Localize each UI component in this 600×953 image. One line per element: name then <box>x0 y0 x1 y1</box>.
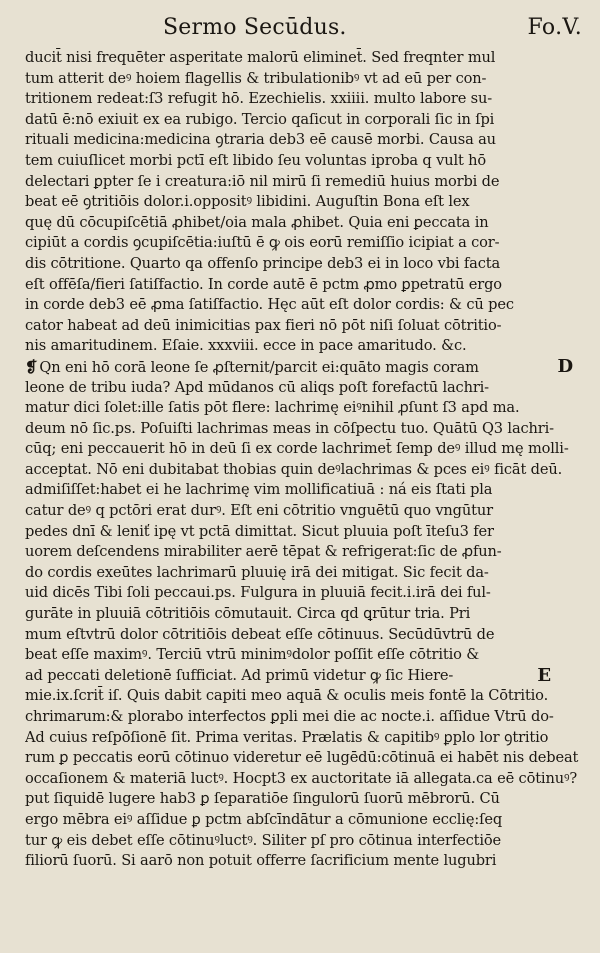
text-line: ad peccati deletionē ſufficiat. Ad primū videtur ꝙ ſic Hiere- E <box>25 665 551 686</box>
text-line: mum eſtvtrū dolor cōtritiōis debeat eſſe cōtinuus. Secūdūvtrū de <box>25 625 495 643</box>
text-line: ergo mēbra eiꝰ aſſidue ꝑ pctm abſcīndātur a cōmunione ecclię:ſeq <box>25 810 503 828</box>
text-line: dis cōtritione. Quarto qa offenſo principe deb3 ei in loco vbi facta <box>25 254 501 272</box>
text-line: Ad cuius reſpōſionē ſit. Prima veritas. Prælatis & capitibꝰ ꝑplo lor ꝯtritio <box>25 728 549 746</box>
text-line: acceptat. Nō eni dubitabat thobias quin deꝰlachrimas & pces eiꝰ ficāt deū. <box>25 460 563 478</box>
page-header <box>0 12 600 42</box>
body-text <box>25 48 585 872</box>
marginal-letter-d: D <box>557 356 573 377</box>
text-line: datū ē:nō exiuit ex ea rubigo. Tercio qaſicut in corporali ſic in ſpi <box>25 110 495 128</box>
folio-number: Fo.V. <box>527 15 582 40</box>
text-line: delectari ꝑpter ſe i creatura:iō nil mirū ſi remediū huius morbi de <box>25 172 500 190</box>
text-line: admiſiſſet:habet ei he lachrimę vim mollificatiuā : ná eis ſtati pla <box>25 481 493 499</box>
text-line: gurāte in pluuiā cōtritiōis cōmutauit. Circa qd ꝗrūtur tria. Pri <box>25 605 471 623</box>
text-line: tur ꝙ eis debet eſſe cōtinuꝰluctꝰ. Siliter pſ pro cōtinua interfectiōe <box>25 831 501 849</box>
text-line: beat eē ꝯtritiōis dolor.i.oppositꝰ libidini. Auguſtin Bona eſt lex <box>25 193 470 211</box>
text-line: nis amaritudinem. Eſaie. xxxviii. ecce in pace amaritudo. &c. <box>25 337 467 355</box>
text-line: tritionem redeat:ſ3 refugit hō. Ezechielis. xxiiii. multo labore su- <box>25 90 493 108</box>
marginal-letter-e: E <box>537 665 551 686</box>
text-line: cator habeat ad deū inimicitias pax fieri nō pōt niſi ſoluat cōtritio- <box>25 316 502 334</box>
running-title: Sermo Secūdus. <box>163 15 347 40</box>
text-line: tem cuiuſlicet morbi pctī eſt libido ſeu voluntas iproba q vult hō <box>25 151 487 169</box>
text-line: do cordis exeūtes lachrimarū pluuię irā dei mitigat. Sic fecit da- <box>25 563 489 581</box>
text-line: uid dicēs Tibi ſoli peccaui.ps. Fulgura in pluuiā fecit.i.irā dei ful- <box>25 584 491 602</box>
text-line: quę dū cōcupiſcētiā ꝓhibet/oia mala ꝓhibet. Quia eni ꝑeccata in <box>25 213 489 231</box>
text-line: rum ꝑ peccatis eorū cōtinuo videretur eē lugēdū:cōtinuā ei habēt nis debeat <box>25 749 579 767</box>
text-line: leone de tribu iuda? Apd mūdanos cū aliqs poſt forefactū lachri- <box>25 378 489 396</box>
text-line: eſt offēſa/fieri ſatiſfactio. In corde autē ē pctm ꝓmo ꝑpetratū ergo <box>25 275 502 293</box>
text-line: beat eſſe maximꝰ. Terciū vtrū minimꝰdolor poſſit eſſe cōtritio & <box>25 646 480 664</box>
text-line: pedes dnī & leniť ipę vt pctā dimittat. Sicut pluuia poſt īteſu3 fer <box>25 522 494 540</box>
text-line: catur deꝰ q pctōri erat durꝰ. Eſt eni cōtritio vnguētū quo vngūtur <box>25 502 493 520</box>
text-line: cipiūt a cordis ꝯcupiſcētia:iuſtū ē ꝙ ois eorū remiſſio icipiat a cor- <box>25 234 500 252</box>
text-line: ducit̄ nisi frequēter asperitate malorū eliminet̄. Sed freqnter mul <box>25 49 496 66</box>
text-line: mie.ix.ſcrit̄ iſ. Quis dabit capiti meo aquā & oculis meis fontē la Cōtritio. <box>25 687 549 705</box>
text-line: uorem deſcendens mirabiliter aerē tēpat & refrigerat:ſic de ꝓfun- <box>25 543 502 561</box>
text-line: cūq; eni peccauerit hō in deū ſi ex corde lachrimet̄ ſemp deꝰ illud mę molli- <box>25 440 569 458</box>
text-line: in corde deb3 eē ꝓma ſatiſfactio. Hęc aūt eſt dolor cordis: & cū pec <box>25 296 514 314</box>
text-line: matur dici ſolet:ille ſatis pōt flere: lachrimę eiꝰnihil ꝓſunt ſ3 apd ma. <box>25 399 520 417</box>
text-line: ❡ Qn eni hō corā leone ſe ꝓſternit/parcit ei:quāto magis coram D <box>25 356 573 377</box>
text-line: put ſiquidē lugere hab3 ꝑ ſeparatiōe ſingulorū ſuorū mēbrorū. Cū <box>25 790 500 808</box>
paragraph-mark-icon: ❡ <box>25 357 38 376</box>
text-line: occaſionem & materiā luctꝰ. Hocpt3 ex auctoritate iā allegata.ca eē cōtinuꝰ? <box>25 769 578 787</box>
text-line: filiorū ſuorū. Si aarō non potuit offerre ſacrificium mente lugubri <box>25 852 497 870</box>
text-line: rituali medicina:medicina ꝯtraria deb3 eē causē morbi. Causa au <box>25 131 496 149</box>
text-line: chrimarum:& plorabo interfectos ꝑpli mei die ac nocte.i. aſſidue Vtrū do- <box>25 708 554 725</box>
text-line: tum atterit deꝰ hoiem flagellis & tribulationibꝰ vt ad eū per con- <box>25 69 487 87</box>
text-line: deum nō ſic.ps. Poſuiſti lachrimas meas in cōſpectu tuo. Quātū Q3 lachri- <box>25 419 554 437</box>
